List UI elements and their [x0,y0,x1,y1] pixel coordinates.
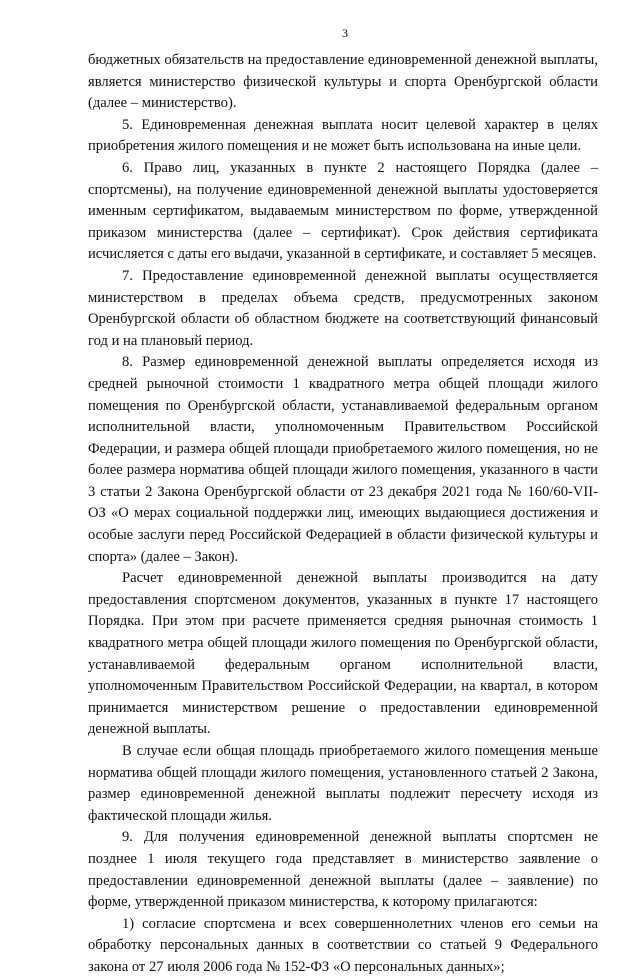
paragraph-item-9: 9. Для получения единовременной денежной выплаты спортсмен не позднее 1 июля текущего года представляет в министерство заявление о предоставлении единовременной денежной выплаты (далее – заявление) по форме, утвержденной приказом министерства, к которому прилагаются: [88,829,598,911]
paragraph-calculation: Расчет единовременной денежной выплаты производится на дату предоставления спортсменом документов, указанных в пункте 17 настоящего Порядка. При этом при расчете применяется средняя рыночная стоимость 1 квадратного метра общей площади жилого помещения по Оренбургской области, устанавливаемой федеральным органом исполнительной власти, уполномоченным Правительством Российской Федерации, на квартал, в котором принимается министерством решение о предоставлении единовременной денежной выплаты. [88,570,598,738]
document-page [88,26,598,979]
paragraph-area-recalculation: В случае если общая площадь приобретаемого жилого помещения меньше норматива общей площади жилого помещения, установленного статьей 2 Закона, размер единовременной денежной выплаты подлежит пересчету исходя из фактической площади жилья. [88,743,598,824]
paragraph-item-8: 8. Размер единовременной денежной выплаты определяется исходя из средней рыночной стоимости 1 квадратного метра общей площади жилого помещения по Оренбургской области, устанавливаемой федеральным органом исполнительной власти, уполномоченным Правительством Российской Федерации, и размера общей площади приобретаемого жилого помещения, но не более размера норматива общей площади жилого помещения, указанного в части 3 статьи 2 Закона Оренбургской области от 23 декабря 2021 года № 160/60-VII-ОЗ «О мерах социальной поддержки лиц, имеющих выдающиеся достижения и особые заслуги перед Российской Федерацией в области физической культуры и спорта» (далее – Закон). [88,354,598,565]
paragraph-item-6: 6. Право лиц, указанных в пункте 2 настоящего Порядка (далее – спортсмены), на получение единовременной денежной выплаты удостоверяется именным сертификатом, выдаваемым министерством по форме, утвержденной приказом министерства (далее – сертификат). Срок действия сертификата исчисляется с даты его выдачи, указанной в сертификате, и составляет 5 месяцев. [88,159,598,263]
paragraph-item-7: 7. Предоставление единовременной денежной выплаты осуществляется министерством в пределах объема средств, предусмотренных законом Оренбургской области об областном бюджете на соответствующий финансовый год и на плановый период. [88,267,598,349]
paragraph-subitem-1: 1) согласие спортсмена и всех совершеннолетних членов его семьи на обработку персональных данных в соответствии со статьей 9 Федерального закона от 27 июля 2006 года № 152-ФЗ «О персональных данных»; [88,915,598,975]
page-number: 3 [342,26,348,40]
paragraph-item-5: 5. Единовременная денежная выплата носит целевой характер в целях приобретения жилого помещения и не может быть использована на иные цели. [88,116,598,155]
paragraph-continuation: бюджетных обязательств на предоставление единовременной денежной выплаты, является министерство физической культуры и спорта Оренбургской области (далее – министерство). [88,52,598,112]
